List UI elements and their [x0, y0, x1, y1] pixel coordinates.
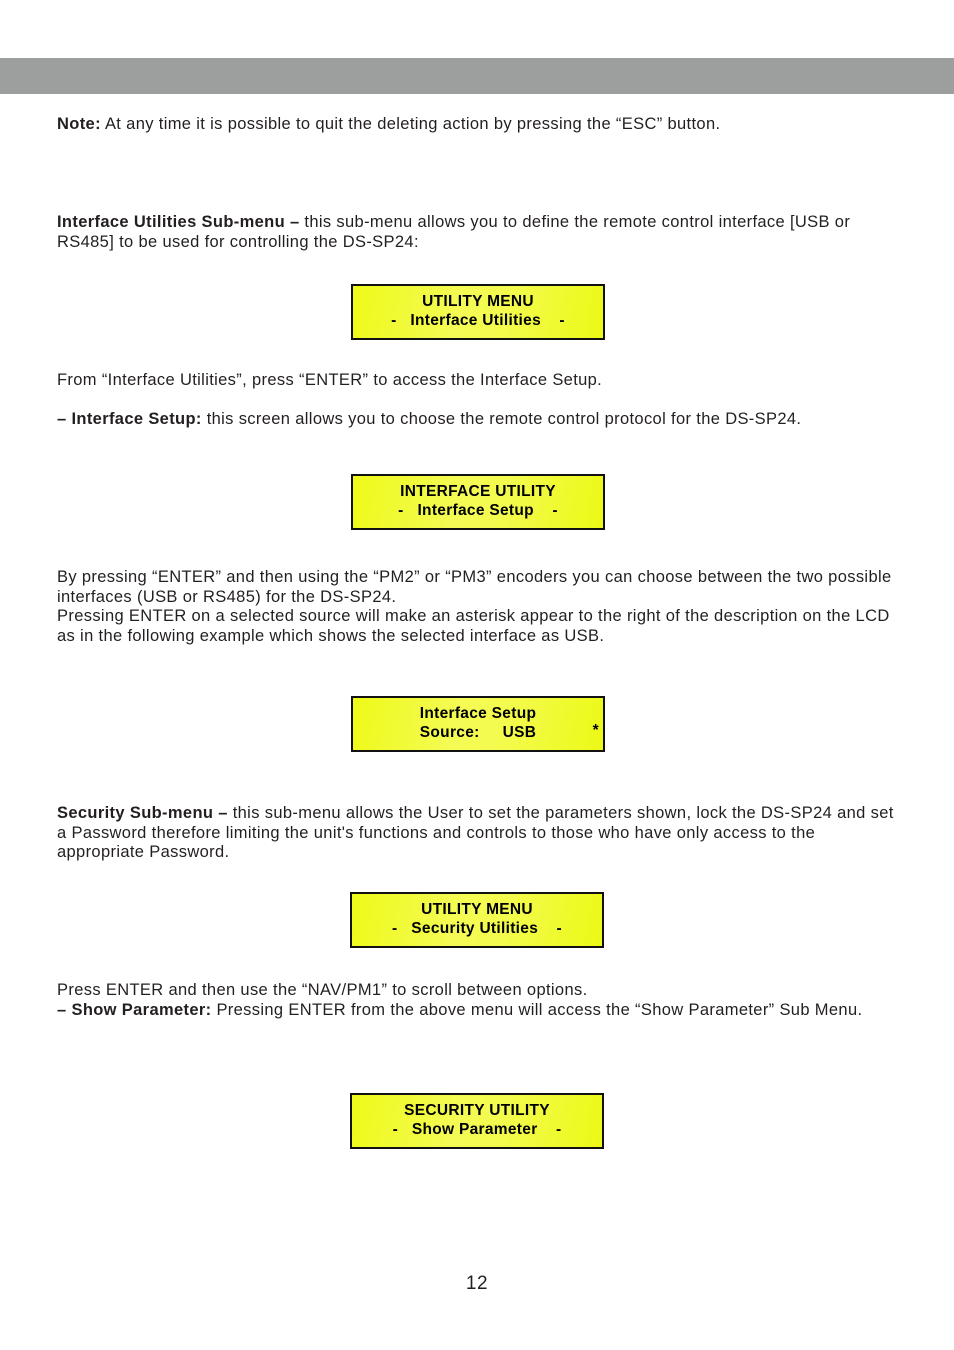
security-heading: Security Sub-menu –: [57, 804, 228, 822]
show-parameter-intro: Press ENTER and then use the “NAV/PM1” to scroll between options.: [57, 981, 588, 999]
lcd-utility-menu-security: [350, 892, 604, 948]
lcd-interface-utility: [351, 474, 605, 530]
show-parameter-text: Pressing ENTER from the above menu will access the “Show Parameter” Sub Menu.: [211, 1000, 863, 1019]
lcd-selected-asterisk: *: [592, 722, 599, 739]
lcd-line-2: - Security Utilities -: [391, 920, 563, 937]
page-number: 12: [465, 1273, 489, 1294]
note-paragraph: [57, 115, 897, 135]
show-parameter-line: [57, 1001, 897, 1021]
note-label: Note:: [57, 115, 101, 133]
interface-setup-text: this screen allows you to choose the remote control protocol for the DS-SP24.: [201, 410, 802, 428]
security-text: this sub-menu allows the User to set the parameters shown, lock the DS-SP24 and set a Password therefore limiting the unit's functions and controls to those who have only access to the appropriate Password.: [57, 804, 894, 862]
lcd-line-1: UTILITY MENU: [421, 901, 533, 918]
security-paragraph: [57, 804, 897, 863]
header-bar: [0, 58, 954, 94]
lcd-line-2: - Interface Utilities -: [391, 312, 565, 329]
show-parameter-label: – Show Parameter:: [57, 1000, 212, 1019]
lcd-utility-menu-interface: [351, 284, 605, 340]
lcd-line-2: - Show Parameter -: [392, 1121, 562, 1138]
lcd-line-2: Source: USB: [419, 724, 537, 741]
interface-utilities-paragraph: [57, 213, 897, 252]
pressing-enter-paragraph: [57, 568, 897, 646]
lcd-line-2: - Interface Setup -: [398, 502, 558, 519]
interface-setup-paragraph: [57, 410, 897, 430]
lcd-line-1: INTERFACE UTILITY: [400, 483, 556, 500]
lcd-security-utility: [350, 1093, 604, 1149]
note-text: At any time it is possible to quit the deleting action by pressing the “ESC” button.: [100, 115, 721, 133]
pressing-enter-line-2: Pressing ENTER on a selected source will make an asterisk appear to the right of the description on the LCD as in the following example which shows the selected interface as USB.: [57, 607, 890, 645]
interface-utilities-text: this sub-menu allows you to define the remote control interface [USB or RS485] to be used for controlling the DS-SP24:: [57, 213, 851, 251]
lcd-line-1: Interface Setup: [419, 705, 537, 722]
from-interface-paragraph: From “Interface Utilities”, press “ENTER” to access the Interface Setup.: [57, 371, 603, 389]
lcd-line-1: UTILITY MENU: [422, 293, 534, 310]
show-parameter-paragraph: [57, 981, 897, 1020]
pressing-enter-line-1: By pressing “ENTER” and then using the “PM2” or “PM3” encoders you can choose between the two possible interfaces (USB or RS485) for the DS-SP24.: [57, 568, 892, 606]
interface-setup-label: – Interface Setup:: [57, 410, 202, 428]
lcd-line-1: SECURITY UTILITY: [404, 1102, 550, 1119]
lcd-interface-setup-usb: [351, 696, 605, 752]
interface-utilities-heading: Interface Utilities Sub-menu –: [57, 213, 300, 231]
